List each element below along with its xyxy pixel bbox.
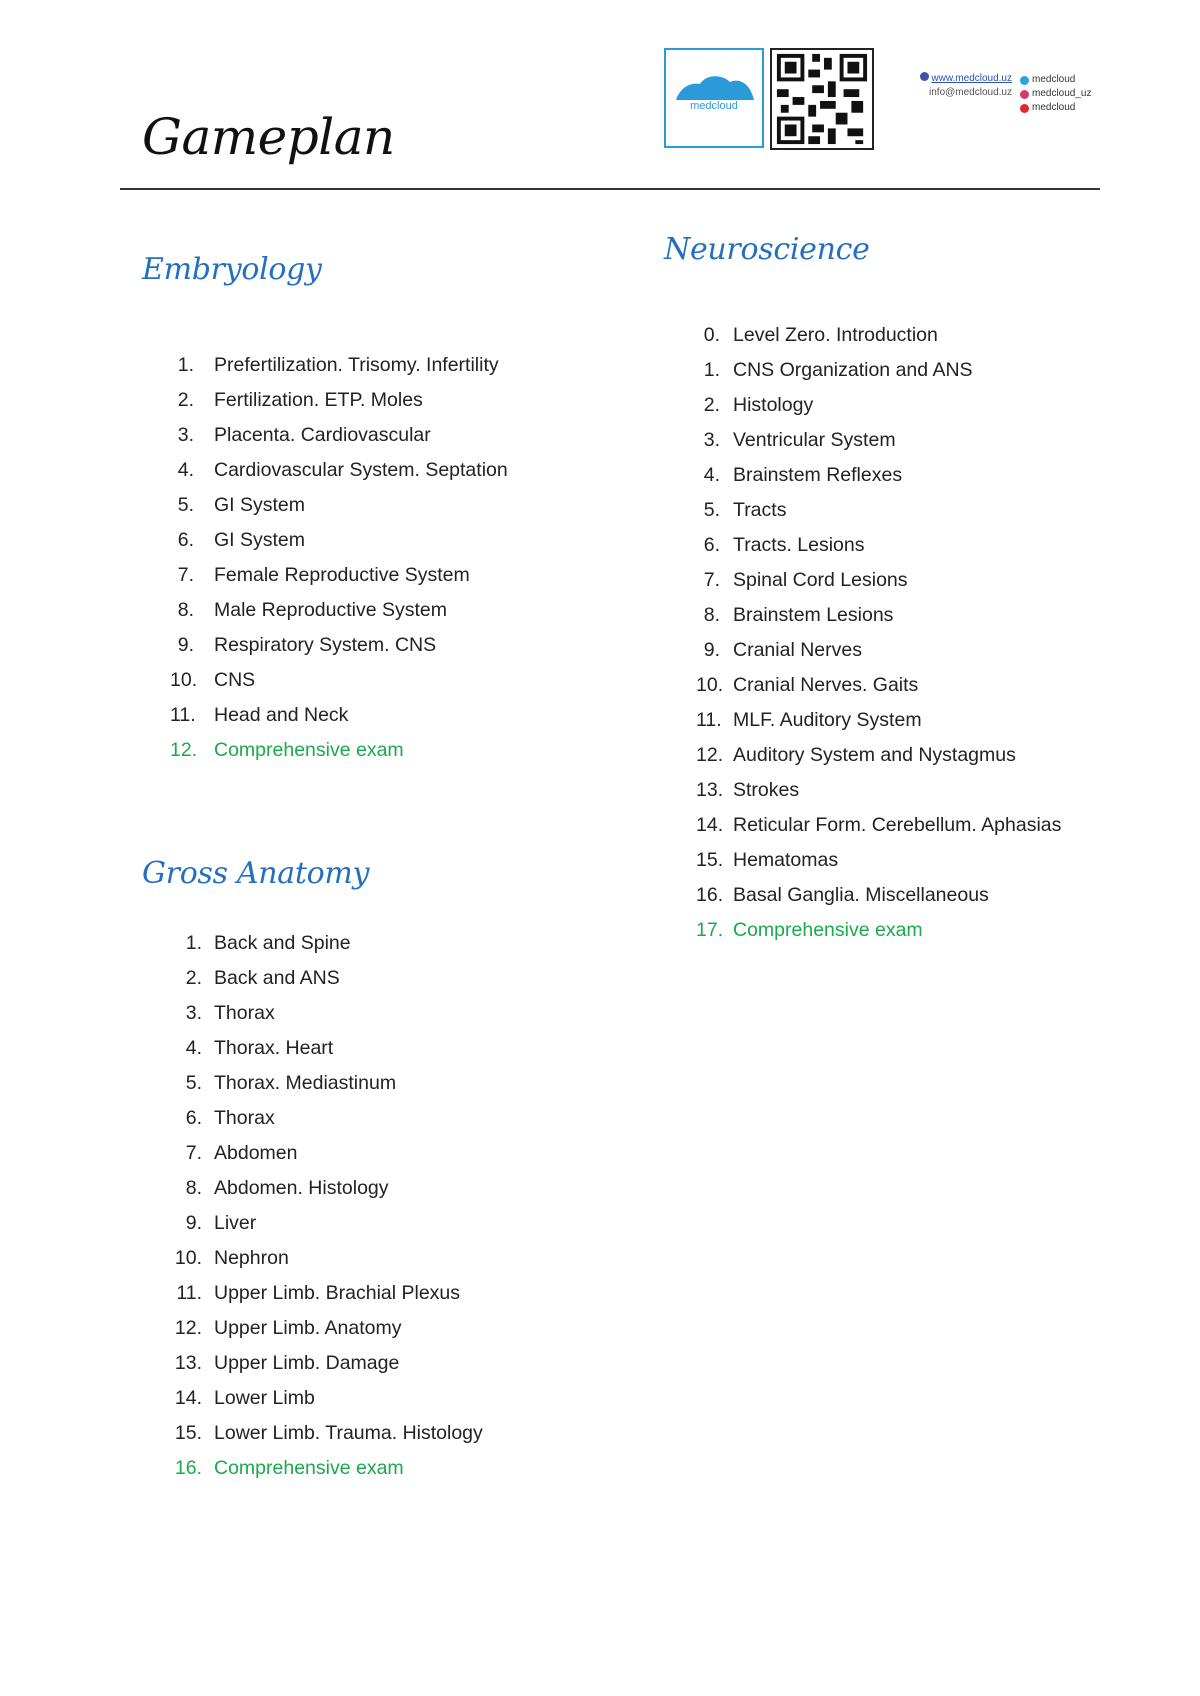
list-item-number: 2. bbox=[177, 389, 194, 411]
list-item-label: Respiratory System. CNS bbox=[214, 634, 437, 656]
list-item-label: Auditory System and Nystagmus bbox=[733, 744, 1016, 766]
telegram-handle[interactable]: medcloud bbox=[1032, 74, 1076, 85]
list-item-number: 10. bbox=[170, 669, 198, 691]
list-item-number: 14. bbox=[696, 814, 724, 836]
list-item-label: CNS Organization and ANS bbox=[733, 359, 973, 381]
list-item bbox=[170, 1171, 590, 1206]
list-item bbox=[170, 698, 590, 733]
list-item bbox=[170, 418, 590, 453]
list-item-number: 8. bbox=[185, 1177, 202, 1199]
list-item bbox=[696, 493, 1136, 528]
list-item-label: Tracts. Lesions bbox=[733, 534, 865, 556]
list-item-label: Brainstem Lesions bbox=[733, 604, 894, 626]
page-title: Gameplan bbox=[142, 108, 395, 166]
list-item bbox=[696, 353, 1136, 388]
list-item-label: Upper Limb. Damage bbox=[214, 1352, 400, 1374]
list-item-number: 4. bbox=[185, 1037, 202, 1059]
list-item-label: Brainstem Reflexes bbox=[733, 464, 903, 486]
list-item-number: 7. bbox=[177, 564, 194, 586]
list-item-label: GI System bbox=[214, 529, 306, 551]
list-item bbox=[696, 703, 1136, 738]
list-item-label: Fertilization. ETP. Moles bbox=[214, 389, 423, 411]
list-item-number: 12. bbox=[174, 1317, 202, 1339]
list-item bbox=[696, 738, 1136, 773]
list-item-number: 13. bbox=[696, 779, 724, 801]
email-link[interactable]: info@medcloud.uz bbox=[929, 87, 1012, 98]
qr-code-icon bbox=[772, 50, 872, 148]
list-item bbox=[170, 383, 590, 418]
list-item bbox=[696, 388, 1136, 423]
list-item bbox=[170, 926, 590, 961]
list-item bbox=[170, 1031, 590, 1066]
list-item-number: 0. bbox=[703, 324, 720, 346]
list-item-number: 11. bbox=[176, 1282, 202, 1304]
list-item bbox=[170, 996, 590, 1031]
neuroscience-list bbox=[696, 318, 1136, 948]
list-item-number: 9. bbox=[703, 639, 720, 661]
list-item-label: CNS bbox=[214, 669, 256, 691]
list-item-number: 3. bbox=[177, 424, 194, 446]
list-item-label: Placenta. Cardiovascular bbox=[214, 424, 431, 446]
neuroscience-heading: Neuroscience bbox=[664, 232, 870, 267]
list-item-number: 1. bbox=[177, 354, 194, 376]
list-item-label: MLF. Auditory System bbox=[733, 709, 922, 731]
list-item bbox=[696, 773, 1136, 808]
list-item-label: Comprehensive exam bbox=[733, 919, 923, 941]
list-item-number: 5. bbox=[185, 1072, 202, 1094]
list-item-number: 8. bbox=[703, 604, 720, 626]
list-item-label: Upper Limb. Anatomy bbox=[214, 1317, 402, 1339]
list-item-number: 1. bbox=[703, 359, 720, 381]
list-item-label: Abdomen. Histology bbox=[214, 1177, 389, 1199]
list-item bbox=[170, 523, 590, 558]
list-item bbox=[696, 913, 1136, 948]
list-item-label: GI System bbox=[214, 494, 306, 516]
list-item-label: Comprehensive exam bbox=[214, 1457, 404, 1479]
list-item-number: 8. bbox=[177, 599, 194, 621]
list-item bbox=[170, 663, 590, 698]
cloud-icon bbox=[672, 72, 758, 102]
list-item bbox=[696, 318, 1136, 353]
list-item-number: 11. bbox=[170, 704, 196, 726]
list-item-number: 6. bbox=[703, 534, 720, 556]
list-item bbox=[170, 1346, 590, 1381]
gross-anatomy-heading: Gross Anatomy bbox=[142, 856, 370, 891]
embryology-list bbox=[170, 348, 590, 768]
list-item-number: 5. bbox=[177, 494, 194, 516]
list-item bbox=[170, 1136, 590, 1171]
list-item-number: 7. bbox=[185, 1142, 202, 1164]
list-item bbox=[696, 633, 1136, 668]
header-divider bbox=[120, 188, 1100, 190]
list-item bbox=[696, 563, 1136, 598]
list-item-number: 13. bbox=[174, 1352, 202, 1374]
list-item-label: Tracts bbox=[733, 499, 787, 521]
list-item-label: Nephron bbox=[214, 1247, 289, 1269]
list-item bbox=[696, 423, 1136, 458]
website-link[interactable]: www.medcloud.uz bbox=[931, 73, 1012, 84]
list-item-number: 6. bbox=[177, 529, 194, 551]
list-item-number: 17. bbox=[696, 919, 724, 941]
list-item-label: Level Zero. Introduction bbox=[733, 324, 938, 346]
list-item bbox=[170, 1101, 590, 1136]
list-item bbox=[170, 1416, 590, 1451]
list-item bbox=[696, 458, 1136, 493]
list-item-label: Liver bbox=[214, 1212, 257, 1234]
list-item-label: Thorax bbox=[214, 1002, 275, 1024]
list-item-number: 16. bbox=[696, 884, 724, 906]
list-item-number: 1. bbox=[185, 932, 202, 954]
logo-text: medcloud bbox=[690, 100, 738, 112]
youtube-handle[interactable]: medcloud bbox=[1032, 102, 1076, 113]
list-item-number: 11. bbox=[696, 709, 722, 731]
list-item-label: Reticular Form. Cerebellum. Aphasias bbox=[733, 814, 1062, 836]
list-item-label: Cranial Nerves bbox=[733, 639, 862, 661]
list-item-label: Hematomas bbox=[733, 849, 839, 871]
list-item bbox=[170, 1206, 590, 1241]
list-item-label: Thorax bbox=[214, 1107, 275, 1129]
list-item-number: 6. bbox=[185, 1107, 202, 1129]
social-links bbox=[1020, 73, 1120, 115]
list-item-label: Female Reproductive System bbox=[214, 564, 470, 586]
list-item bbox=[696, 528, 1136, 563]
globe-icon bbox=[920, 72, 929, 81]
instagram-handle[interactable]: medcloud_uz bbox=[1032, 88, 1092, 99]
list-item-number: 16. bbox=[174, 1457, 202, 1479]
list-item bbox=[170, 1276, 590, 1311]
list-item-number: 4. bbox=[703, 464, 720, 486]
list-item-number: 12. bbox=[696, 744, 724, 766]
list-item-label: Lower Limb bbox=[214, 1387, 315, 1409]
list-item-label: Spinal Cord Lesions bbox=[733, 569, 908, 591]
list-item bbox=[170, 1381, 590, 1416]
list-item-label: Strokes bbox=[733, 779, 800, 801]
list-item bbox=[170, 1451, 590, 1486]
list-item bbox=[170, 593, 590, 628]
list-item-label: Ventricular System bbox=[733, 429, 896, 451]
list-item bbox=[170, 348, 590, 383]
list-item bbox=[170, 453, 590, 488]
list-item bbox=[170, 961, 590, 996]
list-item-number: 3. bbox=[703, 429, 720, 451]
list-item bbox=[696, 808, 1136, 843]
list-item-label: Basal Ganglia. Miscellaneous bbox=[733, 884, 989, 906]
contact-info bbox=[896, 72, 1012, 100]
list-item-number: 12. bbox=[170, 739, 198, 761]
list-item-label: Lower Limb. Trauma. Histology bbox=[214, 1422, 483, 1444]
list-item bbox=[170, 488, 590, 523]
list-item bbox=[170, 628, 590, 663]
list-item-label: Cranial Nerves. Gaits bbox=[733, 674, 919, 696]
telegram-icon bbox=[1020, 76, 1029, 85]
list-item-label: Prefertilization. Trisomy. Infertility bbox=[214, 354, 499, 376]
list-item bbox=[696, 598, 1136, 633]
list-item-number: 9. bbox=[185, 1212, 202, 1234]
list-item-label: Male Reproductive System bbox=[214, 599, 448, 621]
list-item-label: Back and Spine bbox=[214, 932, 351, 954]
list-item bbox=[170, 558, 590, 593]
list-item bbox=[170, 1066, 590, 1101]
list-item-number: 5. bbox=[703, 499, 720, 521]
list-item-label: Cardiovascular System. Septation bbox=[214, 459, 508, 481]
list-item-number: 14. bbox=[174, 1387, 202, 1409]
list-item-label: Comprehensive exam bbox=[214, 739, 404, 761]
list-item-number: 15. bbox=[174, 1422, 202, 1444]
youtube-icon bbox=[1020, 104, 1029, 113]
list-item-number: 10. bbox=[696, 674, 724, 696]
list-item bbox=[696, 843, 1136, 878]
list-item-label: Thorax. Heart bbox=[214, 1037, 334, 1059]
list-item-number: 7. bbox=[703, 569, 720, 591]
list-item-number: 10. bbox=[174, 1247, 202, 1269]
list-item bbox=[696, 878, 1136, 913]
list-item bbox=[696, 668, 1136, 703]
list-item-label: Histology bbox=[733, 394, 814, 416]
list-item-number: 15. bbox=[696, 849, 724, 871]
list-item-label: Head and Neck bbox=[214, 704, 349, 726]
list-item-number: 2. bbox=[703, 394, 720, 416]
list-item bbox=[170, 733, 590, 768]
embryology-heading: Embryology bbox=[142, 252, 322, 287]
list-item bbox=[170, 1241, 590, 1276]
list-item-label: Thorax. Mediastinum bbox=[214, 1072, 397, 1094]
list-item-number: 9. bbox=[177, 634, 194, 656]
instagram-icon bbox=[1020, 90, 1029, 99]
list-item-label: Upper Limb. Brachial Plexus bbox=[214, 1282, 461, 1304]
medcloud-logo[interactable] bbox=[664, 48, 764, 148]
list-item-label: Abdomen bbox=[214, 1142, 298, 1164]
gross-anatomy-list bbox=[170, 926, 590, 1486]
list-item-number: 3. bbox=[185, 1002, 202, 1024]
list-item-number: 2. bbox=[185, 967, 202, 989]
list-item-label: Back and ANS bbox=[214, 967, 340, 989]
list-item bbox=[170, 1311, 590, 1346]
list-item-number: 4. bbox=[177, 459, 194, 481]
qr-code[interactable] bbox=[770, 48, 874, 150]
